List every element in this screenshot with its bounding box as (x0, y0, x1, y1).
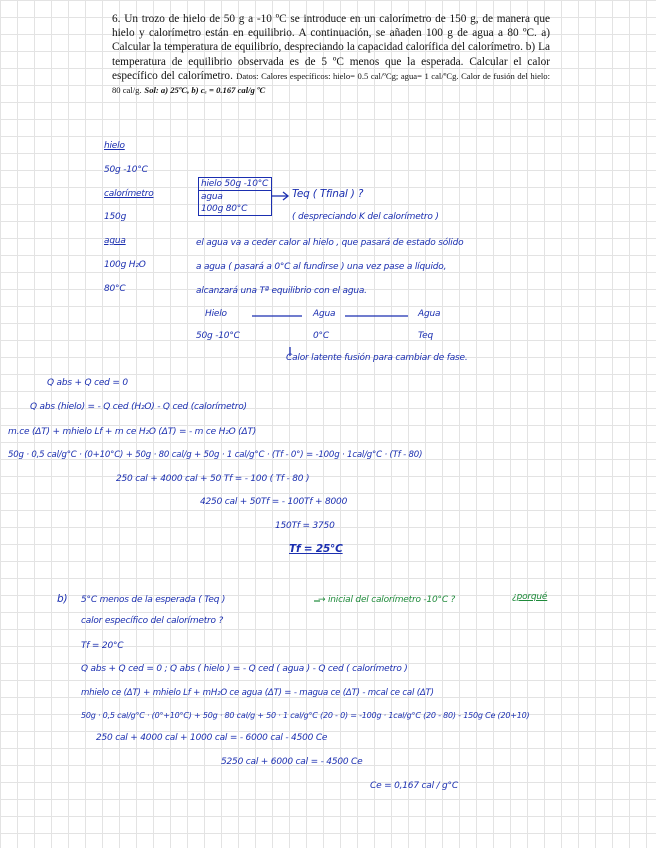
label-calorimetro: calorímetro (104, 189, 154, 199)
problem-statement (112, 12, 550, 97)
chain-agua-1: Agua (313, 309, 336, 319)
sketch-agua-data: 100g 80°C (201, 204, 248, 214)
label-agua: agua (104, 236, 126, 246)
eq-formula: m.ce (ΔT) + mhielo Lf + m ce H₂O (ΔT) = - m ce H₂O (ΔT) (8, 427, 257, 437)
eq-expanded: Q abs (hielo) = - Q ced (H₂O) - Q ced (calorímetro) (30, 402, 247, 412)
part-b-tf: Tf = 20°C (81, 641, 124, 651)
chain-0c: 0°C (313, 331, 329, 341)
chain-50g: 50g -10°C (196, 331, 240, 341)
part-b-values: 250 cal + 4000 cal + 1000 cal = - 6000 cal - 4500 Ce (96, 733, 328, 743)
label-hielo: hielo (104, 141, 125, 151)
part-b-porque: ¿porqué (512, 592, 548, 602)
part-b-balance: Q abs + Q ced = 0 ; Q abs ( hielo ) = - Q ced ( agua ) - Q ced ( calorímetro ) (81, 664, 408, 674)
eq-isolate: 150Tf = 3750 (275, 521, 335, 531)
part-b-label: b) (57, 593, 68, 605)
eq-substitution: 50g · 0,5 cal/g°C · (0+10°C) + 50g · 80 cal/g + 50g · 1 cal/g°C · (Tf - 0°) = -100g · 1cal/g°C · (Tf - 80) (8, 450, 423, 460)
eq-simplified: 4250 cal + 50Tf = - 100Tf + 8000 (200, 497, 348, 507)
calor-latente-note: Calor latente fusión para cambiar de fase. (286, 353, 468, 363)
agua-mass: 100g H₂O (104, 260, 146, 270)
part-b-sum: 5250 cal + 6000 cal = - 4500 Ce (221, 757, 363, 767)
chain-agua-2: Agua (418, 309, 441, 319)
hielo-data: 50g -10°C (104, 165, 148, 175)
chain-hielo: Hielo (205, 309, 227, 319)
part-b-result: Ce = 0,167 cal / g°C (370, 781, 458, 791)
explanation-line-2: a agua ( pasará a 0°C al fundirse ) una vez pase a líquido, (196, 262, 447, 272)
arrow-head-teq (283, 192, 288, 200)
teq-question: Teq ( Tfinal ) ? (292, 188, 364, 200)
part-b-substitution: 50g · 0,5 cal/g°C · (0°+10°C) + 50g · 80 cal/g + 50 · 1 cal/g°C (20 - 0) = -100g · 1cal/g°C (20 - 80) - 150g Ce (20+10) (81, 711, 530, 720)
calorimeter-sketch (198, 177, 272, 216)
part-b-line-2: calor específico del calorímetro ? (81, 616, 224, 626)
result-tf: Tf = 25°C (289, 543, 343, 555)
part-b-line-1: 5°C menos de la esperada ( Teq ) (81, 595, 226, 605)
problem-data: Datos: Calores específicos: hielo= 0.5 cal/ºCg; agua= 1 cal/ºCg. Calor de fusión del hielo: 80 cal/g. (112, 70, 550, 96)
agua-temp: 80°C (104, 284, 126, 294)
part-b-green-note: → inicial del calorímetro -10°C ? (318, 595, 456, 605)
sketch-hielo: hielo 50g -10°C (199, 178, 271, 191)
despreciando-note: ( despreciando K del calorímetro ) (292, 212, 439, 222)
eq-balance: Q abs + Q ced = 0 (47, 378, 128, 388)
explanation-line-3: alcanzará una Tª equilibrio con el agua. (196, 286, 367, 296)
chain-teq: Teq (418, 331, 434, 341)
problem-text: 6. Un trozo de hielo de 50 g a -10 ºC se introduce en un calorímetro de 150 g, de manera que hielo y calorímetro están en equilibrio. A continuación, se añaden 100 g de agua a 80 ºC. a) Calcular la temperatura de equilibrio, despreciando la capacidad calorífica del calorímetro. b) La temperatura de equilibrio observada es de 5 ºC menos que la esperada. Calcular el calor específico del calorímetro. (112, 13, 550, 82)
explanation-line-1: el agua va a ceder calor al hielo , que pasará de estado sólido (196, 238, 464, 248)
sketch-agua: agua (201, 192, 223, 202)
eq-values: 250 cal + 4000 cal + 50 Tf = - 100 ( Tf - 80 ) (116, 474, 310, 484)
problem-solution: Sol: a) 25ºC, b) cₑ = 0.167 cal/g ºC (144, 85, 266, 96)
part-b-formula: mhielo ce (ΔT) + mhielo Lf + mH₂O ce agua (ΔT) = - magua ce (ΔT) - mcal ce cal (ΔT) (81, 688, 434, 698)
calorimetro-mass: 150g (104, 212, 127, 222)
